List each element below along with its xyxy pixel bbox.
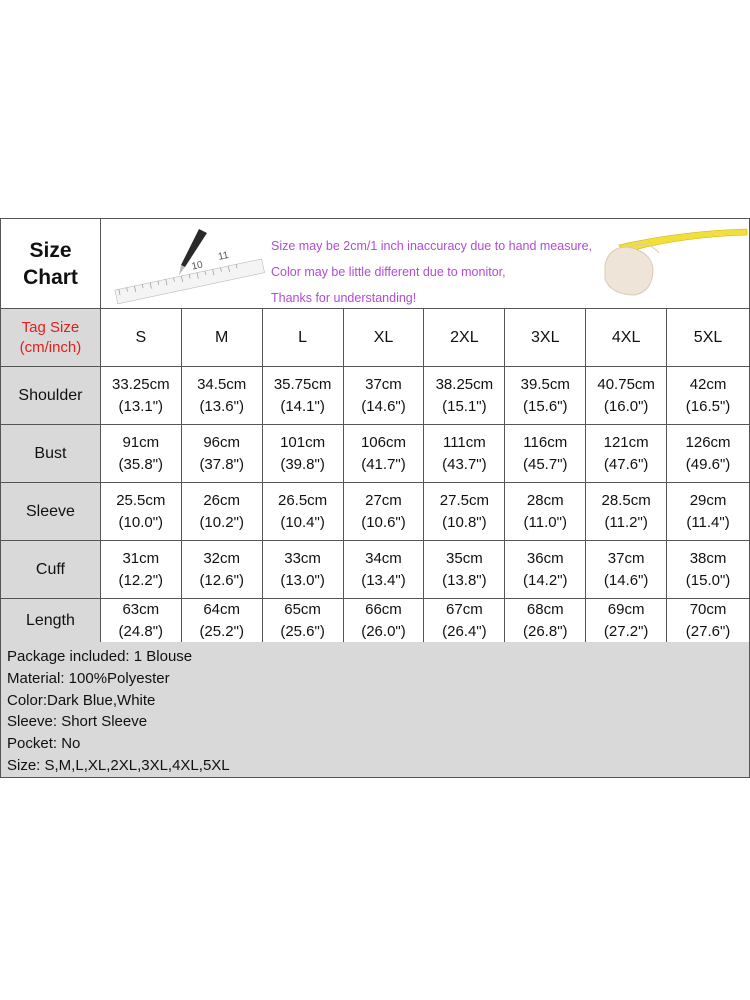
shoulder-inch-s: (13.1")	[118, 397, 164, 415]
cuff-cm-3xl: 36cm	[526, 549, 564, 567]
cuff-inch-2xl: (13.8")	[442, 571, 487, 589]
sleeve-cell-4xl	[586, 483, 667, 540]
shoulder-inch-3xl: (15.6")	[523, 397, 568, 415]
bust-row	[1, 425, 749, 483]
bust-cell-xl	[344, 425, 425, 482]
cuff-cell-s	[101, 541, 182, 598]
length-cell-xl	[344, 599, 425, 642]
bust-cm-4xl: 121cm	[603, 433, 649, 451]
shoulder-row	[1, 367, 749, 425]
cuff-cell-3xl	[505, 541, 586, 598]
length-cm-2xl: 67cm	[446, 600, 483, 618]
sleeve-cm-m: 26cm	[203, 491, 241, 509]
measurement-banner	[101, 219, 749, 308]
cuff-cell-m	[182, 541, 263, 598]
length-cm-4xl: 69cm	[607, 600, 645, 618]
bust-cell-s	[101, 425, 182, 482]
length-cm-s: 63cm	[122, 600, 160, 618]
cuff-cm-s: 31cm	[122, 549, 160, 567]
size-header-l: L	[263, 309, 344, 366]
sleeve-inch-m: (10.2")	[199, 513, 244, 531]
ruler-number-10: 10	[190, 259, 204, 273]
bust-cell-5xl	[667, 425, 749, 482]
bust-cell-l	[263, 425, 344, 482]
size-header-s: S	[101, 309, 182, 366]
tag-size-row	[1, 309, 749, 367]
sleeve-cell-3xl	[505, 483, 586, 540]
bust-cm-m: 96cm	[203, 433, 241, 451]
cuff-cm-m: 32cm	[203, 549, 241, 567]
sleeve-row	[1, 483, 749, 541]
length-inch-3xl: (26.8")	[523, 622, 568, 640]
sleeve-inch-3xl: (11.0")	[523, 513, 567, 531]
length-cell-5xl	[667, 599, 749, 642]
cuff-inch-l: (13.0")	[280, 571, 325, 589]
info-color: Color:Dark Blue,White	[7, 691, 156, 709]
sleeve-cm-l: 26.5cm	[277, 491, 328, 509]
cuff-cell-l	[263, 541, 344, 598]
size-header-4xl: 4XL	[586, 309, 667, 366]
length-inch-4xl: (27.2")	[603, 622, 649, 640]
length-inch-2xl: (26.4")	[442, 622, 487, 640]
cuff-cm-xl: 34cm	[365, 549, 402, 567]
cuff-cm-4xl: 37cm	[607, 549, 645, 567]
cuff-inch-m: (12.6")	[199, 571, 244, 589]
bust-cm-3xl: 116cm	[523, 433, 568, 451]
length-cm-m: 64cm	[203, 600, 241, 618]
bust-cm-5xl: 126cm	[685, 433, 731, 451]
cuff-inch-5xl: (15.0")	[685, 571, 731, 589]
length-cell-m	[182, 599, 263, 642]
info-pocket: Pocket: No	[7, 735, 81, 753]
bust-inch-2xl: (43.7")	[442, 455, 487, 473]
sleeve-inch-l: (10.4")	[280, 513, 325, 531]
sleeve-inch-s: (10.0")	[118, 513, 164, 531]
tape-measure-hand-illustration	[599, 223, 749, 303]
sleeve-cm-2xl: 27.5cm	[439, 491, 489, 509]
title-line-2: Chart	[23, 265, 78, 289]
sleeve-cm-4xl: 28.5cm	[601, 491, 651, 509]
sleeve-cm-3xl: 28cm	[526, 491, 564, 509]
bust-cell-2xl	[424, 425, 505, 482]
length-cell-3xl	[505, 599, 586, 642]
sleeve-cell-5xl	[667, 483, 749, 540]
shoulder-inch-5xl: (16.5")	[685, 397, 731, 415]
shoulder-cm-l: 35.75cm	[273, 375, 332, 393]
title-line-1: Size	[29, 238, 72, 262]
bust-label: Bust	[1, 425, 101, 482]
sleeve-cell-2xl	[424, 483, 505, 540]
sleeve-cell-l	[263, 483, 344, 540]
bust-cell-m	[182, 425, 263, 482]
size-header-m: M	[182, 309, 263, 366]
shoulder-cm-5xl: 42cm	[689, 375, 727, 393]
bust-inch-m: (37.8")	[199, 455, 244, 473]
bust-cm-2xl: 111cm	[442, 433, 486, 451]
shoulder-cm-4xl: 40.75cm	[597, 375, 655, 393]
shoulder-cell-l	[263, 367, 344, 424]
sleeve-cm-s: 25.5cm	[116, 491, 166, 509]
length-cm-3xl: 68cm	[526, 600, 564, 618]
bust-cell-3xl	[505, 425, 586, 482]
length-inch-5xl: (27.6")	[685, 622, 731, 640]
bust-cm-xl: 106cm	[360, 433, 406, 451]
shoulder-cell-3xl	[505, 367, 586, 424]
length-cell-4xl	[586, 599, 667, 642]
length-cell-2xl	[424, 599, 505, 642]
bust-inch-5xl: (49.6")	[685, 455, 731, 473]
note-thanks: Thanks for understanding!	[271, 291, 417, 305]
length-inch-m: (25.2")	[199, 622, 244, 640]
cuff-cell-2xl	[424, 541, 505, 598]
size-header-2xl: 2XL	[424, 309, 505, 366]
shoulder-cell-4xl	[586, 367, 667, 424]
shoulder-cell-m	[182, 367, 263, 424]
length-cell-s	[101, 599, 182, 642]
length-inch-xl: (26.0")	[361, 622, 406, 640]
length-cm-5xl: 70cm	[689, 600, 727, 618]
shoulder-cm-m: 34.5cm	[197, 375, 247, 393]
sleeve-cell-m	[182, 483, 263, 540]
shoulder-cell-2xl	[424, 367, 505, 424]
cuff-cm-5xl: 38cm	[689, 549, 727, 567]
sleeve-label: Sleeve	[1, 483, 101, 540]
sleeve-inch-xl: (10.6")	[361, 513, 406, 531]
bust-inch-4xl: (47.6")	[603, 455, 649, 473]
cuff-inch-s: (12.2")	[118, 571, 164, 589]
product-info	[1, 642, 749, 777]
info-sizes: Size: S,M,L,XL,2XL,3XL,4XL,5XL	[7, 756, 230, 774]
info-sleeve: Sleeve: Short Sleeve	[7, 713, 148, 731]
shoulder-inch-2xl: (15.1")	[442, 397, 487, 415]
shoulder-cm-2xl: 38.25cm	[435, 375, 494, 393]
sleeve-inch-5xl: (11.4")	[686, 513, 730, 531]
ruler-pen-illustration	[107, 223, 267, 305]
cuff-inch-xl: (13.4")	[361, 571, 406, 589]
length-inch-l: (25.6")	[280, 622, 325, 640]
cuff-row	[1, 541, 749, 599]
info-package: Package included: 1 Blouse	[7, 648, 193, 665]
length-label: Length	[1, 599, 101, 642]
length-row	[1, 599, 749, 643]
sleeve-cm-xl: 27cm	[365, 491, 402, 509]
bust-inch-xl: (41.7")	[361, 455, 406, 473]
measurement-notes	[271, 233, 592, 308]
shoulder-inch-xl: (14.6")	[361, 397, 406, 415]
info-material: Material: 100%Polyester	[7, 669, 170, 687]
shoulder-cm-xl: 37cm	[365, 375, 402, 393]
chart-header	[1, 219, 749, 309]
sleeve-cell-xl	[344, 483, 425, 540]
note-inaccuracy: Size may be 2cm/1 inch inaccuracy due to hand measure,	[271, 239, 593, 253]
shoulder-inch-4xl: (16.0")	[603, 397, 649, 415]
shoulder-inch-l: (14.1")	[280, 397, 325, 415]
size-chart-title	[1, 219, 101, 308]
shoulder-cell-s	[101, 367, 182, 424]
bust-inch-s: (35.8")	[118, 455, 164, 473]
shoulder-cell-xl	[344, 367, 425, 424]
cuff-cell-xl	[344, 541, 425, 598]
shoulder-cm-3xl: 39.5cm	[520, 375, 570, 393]
length-cm-xl: 66cm	[365, 600, 402, 618]
length-inch-s: (24.8")	[118, 622, 164, 640]
cuff-cm-l: 33cm	[284, 549, 321, 567]
size-header-3xl: 3XL	[505, 309, 586, 366]
shoulder-label: Shoulder	[1, 367, 101, 424]
note-color: Color may be little different due to monitor,	[271, 265, 506, 279]
size-chart-table	[0, 218, 750, 778]
cuff-inch-3xl: (14.2")	[523, 571, 568, 589]
sleeve-cell-s	[101, 483, 182, 540]
ruler-number-11: 11	[217, 249, 230, 263]
cuff-cell-5xl	[667, 541, 749, 598]
shoulder-inch-m: (13.6")	[199, 397, 244, 415]
cuff-cell-4xl	[586, 541, 667, 598]
sleeve-inch-4xl: (11.2")	[604, 513, 648, 531]
length-cell-l	[263, 599, 344, 642]
bust-cm-s: 91cm	[122, 433, 160, 451]
sleeve-cm-5xl: 29cm	[689, 491, 727, 509]
length-cm-l: 65cm	[284, 600, 321, 618]
cuff-cm-2xl: 35cm	[446, 549, 483, 567]
cuff-label: Cuff	[1, 541, 101, 598]
cuff-inch-4xl: (14.6")	[603, 571, 649, 589]
bust-cell-4xl	[586, 425, 667, 482]
bust-inch-3xl: (45.7")	[523, 455, 568, 473]
tag-size-label: Tag Size (cm/inch)	[1, 309, 101, 366]
shoulder-cm-s: 33.25cm	[112, 375, 170, 393]
bust-inch-l: (39.8")	[280, 455, 325, 473]
shoulder-cell-5xl	[667, 367, 749, 424]
size-header-5xl: 5XL	[693, 328, 723, 346]
sleeve-inch-2xl: (10.8")	[442, 513, 487, 531]
bust-cm-l: 101cm	[280, 433, 326, 451]
size-header-xl: XL	[344, 309, 425, 366]
